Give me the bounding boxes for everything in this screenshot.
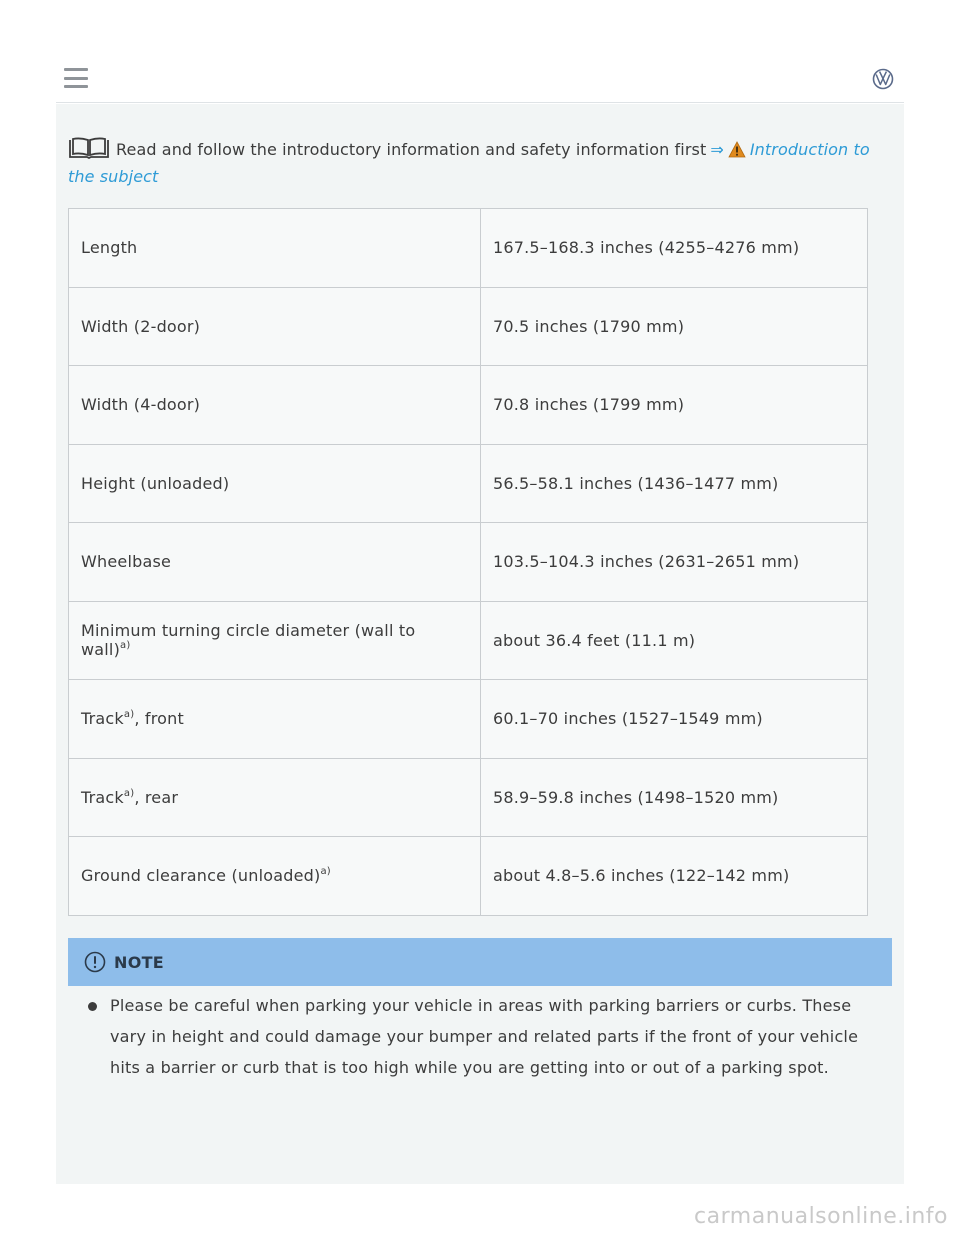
spec-label: Track bbox=[81, 709, 124, 729]
spec-label: Wheelbase bbox=[81, 552, 172, 572]
spec-value: 70.8 inches (1799 mm) bbox=[493, 395, 685, 415]
spec-value-cell bbox=[481, 523, 868, 602]
spec-label: Width (2-door) bbox=[81, 316, 201, 336]
menu-line bbox=[64, 85, 88, 88]
menu-line bbox=[64, 77, 88, 80]
spec-value-cell bbox=[481, 209, 868, 288]
note-text: Please be careful when parking your vehicle in areas with parking barriers or curbs. These vary in height and could damage your bumper and related parts if the front of your vehicle hits a barrier or curb that is too high while you are getting into or out of a parking spot. bbox=[110, 996, 859, 1077]
spec-value-cell bbox=[481, 680, 868, 759]
table-row bbox=[69, 287, 868, 366]
spec-label-cell bbox=[69, 209, 481, 288]
table-row bbox=[69, 601, 868, 680]
intro-text: Read and follow the introductory information and safety information first bbox=[116, 140, 707, 159]
spec-label-cell bbox=[69, 444, 481, 523]
spec-label-cell bbox=[69, 287, 481, 366]
spec-value: 60.1–70 inches (1527–1549 mm) bbox=[493, 709, 763, 729]
note-title: NOTE bbox=[114, 952, 165, 972]
hamburger-menu-icon[interactable] bbox=[64, 68, 88, 88]
spec-label-cell bbox=[69, 837, 481, 916]
table-row bbox=[69, 444, 868, 523]
table-row bbox=[69, 366, 868, 445]
table-row bbox=[69, 758, 868, 837]
spec-value-cell bbox=[481, 287, 868, 366]
spec-value: 58.9–59.8 inches (1498–1520 mm) bbox=[493, 787, 779, 807]
spec-label-suffix: , front bbox=[134, 709, 184, 729]
table-row bbox=[69, 523, 868, 602]
spec-value: 103.5–104.3 inches (2631–2651 mm) bbox=[493, 552, 800, 572]
spec-value-cell bbox=[481, 758, 868, 837]
book-icon bbox=[68, 137, 110, 159]
spec-value: 167.5–168.3 inches (4255–4276 mm) bbox=[493, 238, 800, 258]
dimensions-table bbox=[68, 208, 868, 916]
spec-label-suffix: , rear bbox=[134, 787, 179, 807]
table-row bbox=[69, 837, 868, 916]
spec-value: 56.5–58.1 inches (1436–1477 mm) bbox=[493, 473, 779, 493]
spec-label: Track bbox=[81, 787, 124, 807]
introduction-link[interactable]: Introduction to the subject bbox=[68, 140, 870, 186]
spec-label: Ground clearance (unloaded) bbox=[81, 866, 321, 886]
footnote-marker: a) bbox=[123, 787, 135, 799]
spec-value: about 36.4 feet (11.1 m) bbox=[493, 630, 696, 650]
watermark: carmanualsonline.info bbox=[694, 1204, 948, 1229]
note-header bbox=[68, 938, 892, 986]
footnote-marker: a) bbox=[120, 640, 131, 652]
footnote-marker: a) bbox=[123, 709, 135, 721]
spec-value-cell bbox=[481, 837, 868, 916]
spec-value-cell bbox=[481, 601, 868, 680]
spec-label-cell bbox=[69, 366, 481, 445]
spec-label-cell bbox=[69, 523, 481, 602]
spec-label: Length bbox=[81, 238, 138, 258]
exclamation-circle-icon bbox=[84, 951, 106, 973]
top-bar bbox=[56, 50, 904, 103]
menu-line bbox=[64, 68, 88, 71]
table-row bbox=[69, 209, 868, 288]
spec-label-cell bbox=[69, 758, 481, 837]
spec-value: about 4.8–5.6 inches (122–142 mm) bbox=[493, 866, 790, 886]
vw-logo-icon[interactable] bbox=[872, 68, 894, 90]
arrow-glyph: ⇒ bbox=[710, 140, 724, 159]
spec-label-cell bbox=[69, 601, 481, 680]
spec-label-cell bbox=[69, 680, 481, 759]
spec-value-cell bbox=[481, 444, 868, 523]
table-row bbox=[69, 680, 868, 759]
spec-label: Width (4-door) bbox=[81, 395, 201, 415]
footnote-marker: a) bbox=[320, 866, 331, 878]
spec-label: Minimum turning circle diameter (wall to wall) bbox=[81, 621, 416, 660]
content-panel bbox=[56, 104, 904, 1184]
warning-triangle-icon bbox=[728, 141, 746, 158]
note-body bbox=[68, 986, 892, 1184]
bullet-point bbox=[88, 1002, 97, 1011]
intro-paragraph bbox=[68, 136, 888, 190]
spec-label: Height (unloaded) bbox=[81, 473, 230, 493]
spec-value-cell bbox=[481, 366, 868, 445]
spec-value: 70.5 inches (1790 mm) bbox=[493, 316, 685, 336]
